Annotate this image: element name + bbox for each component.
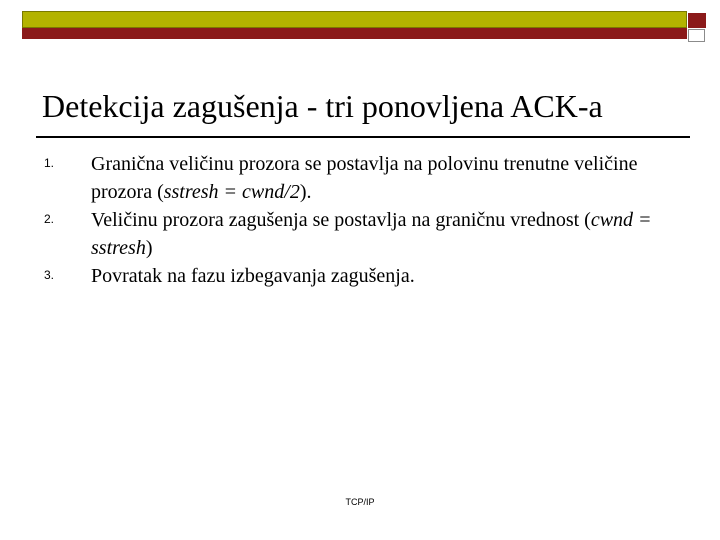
title-underline bbox=[36, 136, 690, 138]
list-item-formula: cwnd = sstresh bbox=[91, 209, 652, 259]
list-item-number: 1. bbox=[44, 156, 55, 170]
list-item bbox=[44, 206, 664, 262]
list-item-text-end: ). bbox=[299, 181, 312, 203]
header-bar-maroon bbox=[22, 28, 687, 39]
list-item-formula: sstresh = cwnd/2 bbox=[163, 181, 300, 203]
list-item bbox=[44, 262, 664, 290]
list-item-number: 3. bbox=[44, 268, 55, 282]
corner-square-filled bbox=[688, 13, 706, 28]
list-item-text: Povratak na fazu izbegavanja zagušenja. bbox=[91, 265, 415, 287]
list-item-text: Granična veličinu prozora se postavlja na polovinu trenutne veličine prozora ( bbox=[91, 153, 638, 203]
footer-label: TCP/IP bbox=[345, 497, 375, 507]
list-item bbox=[44, 150, 664, 206]
numbered-list bbox=[44, 150, 664, 290]
slide-title: Detekcija zagušenja - tri ponovljena ACK-a bbox=[42, 88, 603, 124]
header-bar-olive bbox=[22, 11, 687, 28]
list-item-number: 2. bbox=[44, 212, 55, 226]
list-item-text: Veličinu prozora zagušenja se postavlja na graničnu vrednost ( bbox=[91, 209, 591, 231]
list-item-text-end: ) bbox=[145, 237, 153, 259]
corner-square-outline bbox=[688, 29, 705, 42]
